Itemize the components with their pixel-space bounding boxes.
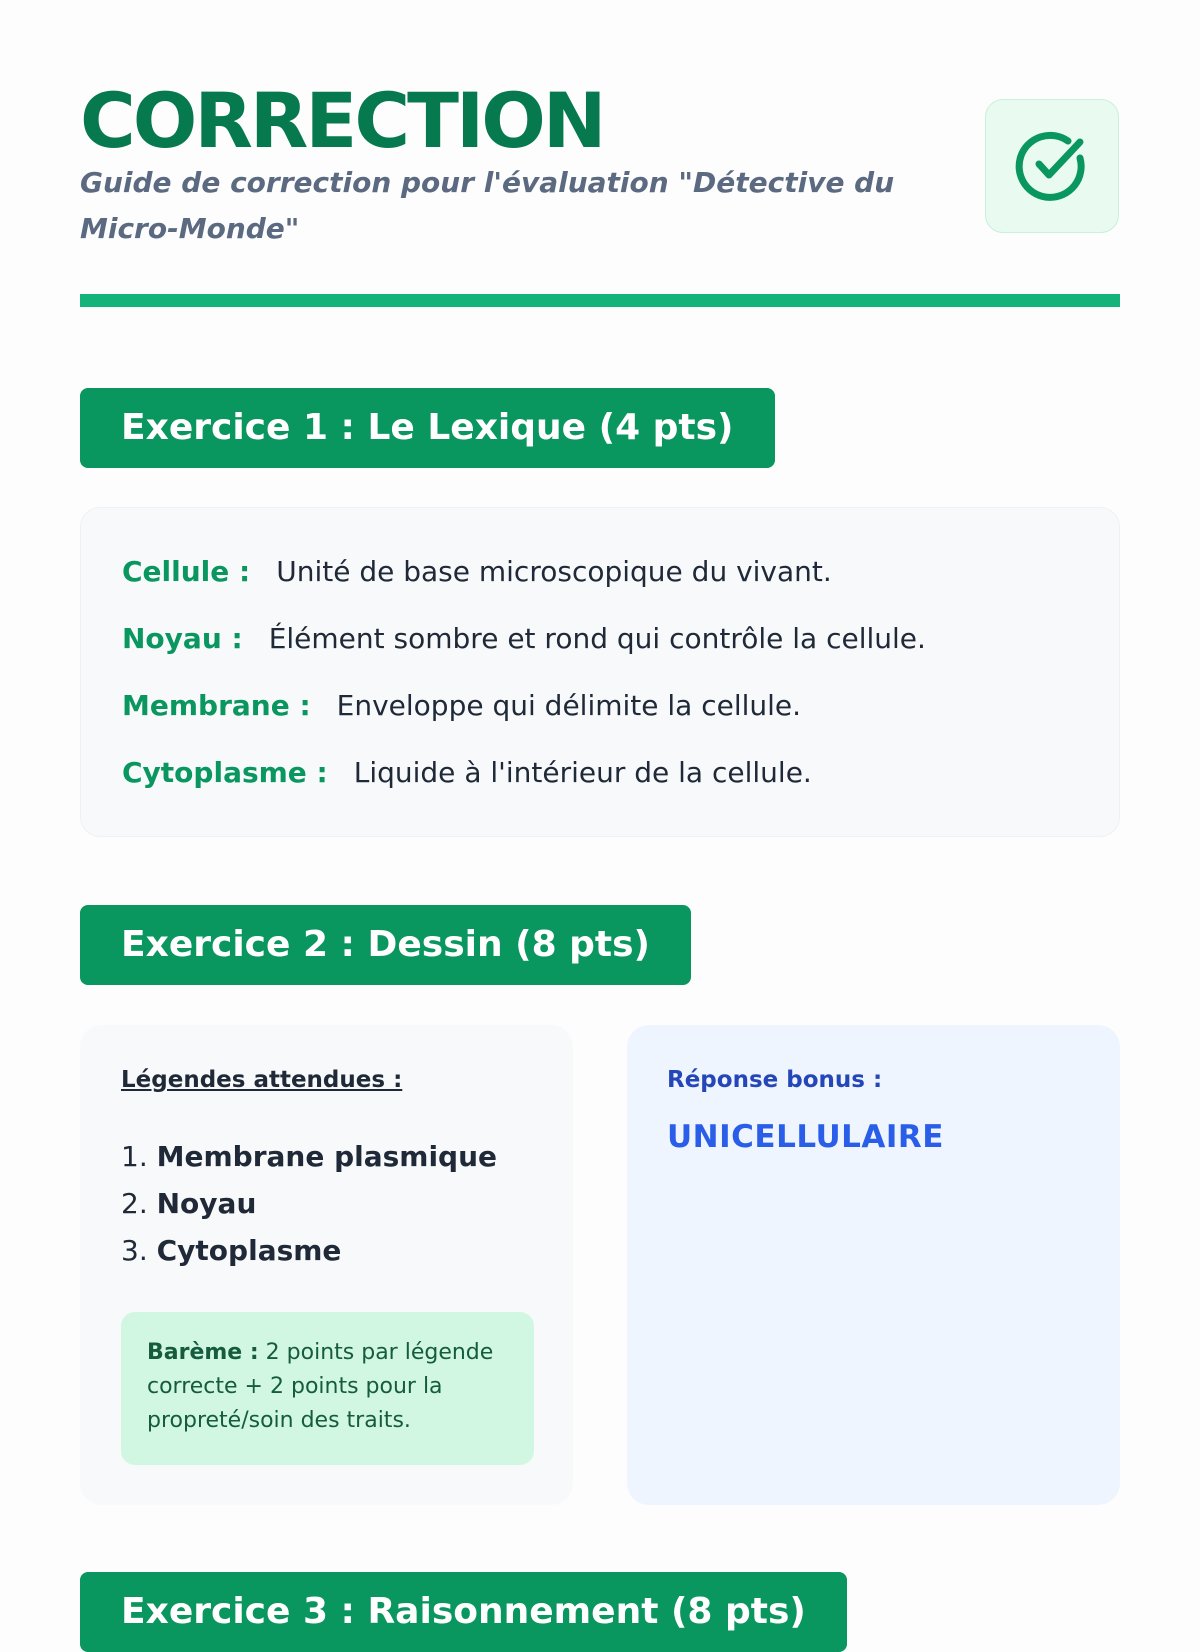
lexicon-card [80,507,1120,837]
grading-label: Barème : [147,1340,259,1365]
legend-item [121,1227,497,1274]
lexicon-term: Noyau : [122,622,243,655]
lexicon-row [122,686,801,726]
lexicon-definition: Unité de base microscopique du vivant. [276,555,832,588]
legend-label: Noyau [156,1187,257,1220]
lexicon-term: Cellule : [122,555,251,588]
bonus-answer: UNICELLULAIRE [667,1119,944,1155]
lexicon-term: Membrane : [122,689,311,722]
legends-heading: Légendes attendues : [121,1067,403,1093]
header-divider [80,294,1120,307]
legends-card [80,1025,573,1505]
exercise-1-header: Exercice 1 : Le Lexique (4 pts) [80,388,775,468]
legend-number: 1. [121,1140,148,1173]
legend-label: Cytoplasme [156,1234,342,1267]
lexicon-definition: Liquide à l'intérieur de la cellule. [353,756,812,789]
grading-note [121,1312,534,1465]
legend-number: 2. [121,1187,148,1220]
legend-item [121,1133,497,1180]
grading-text: 2 points par légende correcte + 2 points pour la propreté/soin des traits. [147,1340,494,1433]
legend-item [121,1180,497,1227]
legends-list [121,1133,497,1274]
legend-label: Membrane plasmique [156,1140,498,1173]
lexicon-term: Cytoplasme : [122,756,328,789]
exercise-2-header: Exercice 2 : Dessin (8 pts) [80,905,691,985]
legend-number: 3. [121,1234,148,1267]
page-title: CORRECTION [80,76,604,165]
check-circle-icon [1014,128,1090,204]
page-subtitle: Guide de correction pour l'évaluation "Détective du Micro-Monde" [80,166,895,245]
lexicon-row [122,753,812,793]
lexicon-row [122,619,926,659]
lexicon-definition: Élément sombre et rond qui contrôle la cellule. [268,622,926,655]
check-badge [985,99,1119,233]
exercise-3-header: Exercice 3 : Raisonnement (8 pts) [80,1572,847,1652]
bonus-card [627,1025,1120,1505]
lexicon-definition: Enveloppe qui délimite la cellule. [336,689,802,722]
lexicon-row [122,552,832,592]
bonus-label: Réponse bonus : [667,1067,883,1093]
